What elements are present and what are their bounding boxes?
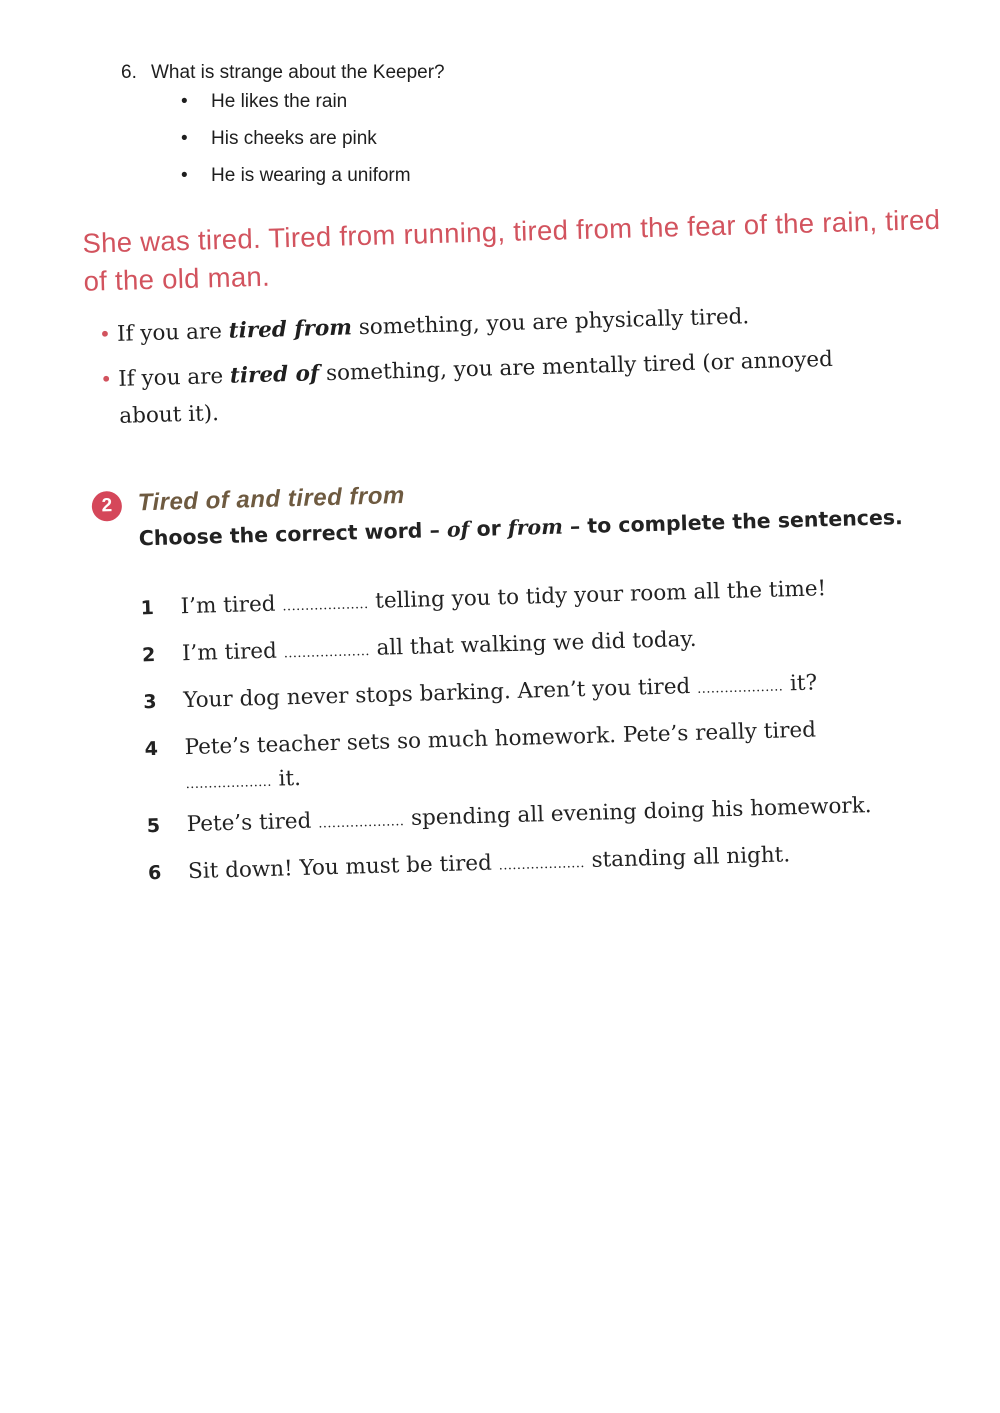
item-text: all that walking we did today. [369, 626, 697, 661]
rule-emphasis: tired from [228, 315, 353, 344]
instruction-text: or [469, 516, 509, 542]
instruction-text: – to complete the sentences. [562, 505, 904, 539]
exercise-number-badge: 2 [91, 491, 122, 522]
instruction-option-from: from [507, 514, 564, 541]
item-number: 5 [146, 814, 161, 838]
instruction-option-of: of [446, 517, 470, 542]
item-number: 6 [147, 861, 162, 885]
item-text: Pete’s tired [186, 808, 319, 838]
answer-blank[interactable]: ................... [696, 679, 784, 697]
rule-tired-of [80, 340, 860, 436]
item-number: 1 [140, 596, 155, 620]
rule-text: If you are [116, 318, 230, 347]
item-text: it? [782, 670, 818, 697]
answer-blank[interactable]: ................... [318, 814, 405, 832]
answer-blank[interactable]: ................... [283, 643, 371, 662]
rule-text: something, you are mentally tired (or annoyed about it). [119, 346, 834, 429]
item-text: it. [271, 765, 302, 792]
item-text: Your dog never stops barking. Aren’t you tired [182, 673, 698, 714]
option-label: His cheeks are pink [211, 128, 377, 149]
item-text: spending all evening doing his homework. [403, 793, 872, 832]
item-text: Pete’s teacher sets so much homework. Pete’s really tired [184, 717, 817, 761]
rule-text: If you are [117, 363, 231, 392]
question-6 [121, 61, 445, 85]
answer-blank[interactable]: ................... [185, 774, 272, 793]
item-text: Sit down! You must be tired [187, 850, 499, 885]
item-number: 2 [141, 643, 156, 667]
answer-option[interactable] [181, 163, 411, 200]
answer-blank[interactable]: ................... [498, 856, 586, 874]
bullet-icon: • [181, 165, 188, 186]
scanned-textbook-page [76, 200, 975, 899]
bullet-icon: • [99, 367, 113, 392]
rule-text: something, you are physically tired. [351, 304, 750, 341]
rule-emphasis: tired of [229, 361, 320, 389]
question-text: What is strange about the Keeper? [151, 62, 445, 83]
item-text: standing all night. [584, 842, 791, 874]
grammar-rules [79, 292, 962, 436]
item-number: 4 [144, 737, 159, 761]
exercise-items [140, 563, 974, 898]
option-label: He is wearing a uniform [211, 165, 411, 186]
item-number: 3 [143, 690, 157, 714]
answer-blank[interactable]: ................... [282, 596, 369, 615]
item-text: telling you to tidy your room all the time! [368, 576, 827, 614]
quote: She was tired. Tired from running, tired from the fear of the rain, tired of the old man. [82, 203, 941, 297]
answer-option[interactable] [181, 126, 411, 163]
exercise-title: Tired of and tired from [137, 481, 406, 517]
answer-option[interactable] [181, 89, 411, 126]
answer-options [181, 89, 411, 200]
exercise-header [83, 463, 965, 558]
question-number: 6. [121, 62, 137, 83]
bullet-icon: • [98, 322, 112, 347]
bullet-icon: • [181, 128, 188, 149]
bullet-icon: • [181, 91, 188, 112]
instruction-text: Choose the correct word – [138, 517, 448, 551]
item-text: I’m tired [181, 638, 284, 667]
item-text: I’m tired [180, 591, 283, 620]
option-label: He likes the rain [211, 91, 348, 112]
